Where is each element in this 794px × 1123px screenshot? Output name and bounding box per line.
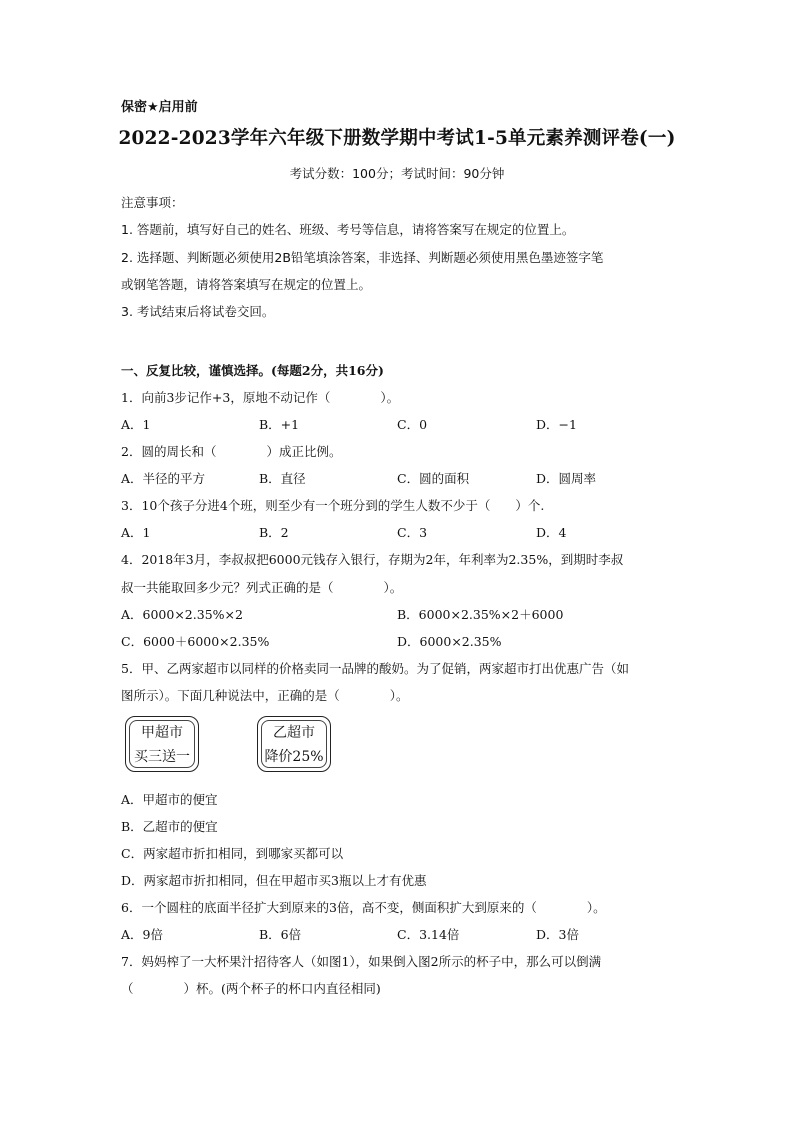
question-stem: 3．10个孩子分进4个班，则至少有一个班分到的学生人数不少于（ ）个.	[121, 498, 545, 513]
option-b: B．+1	[259, 417, 300, 432]
option-b: B．6000×2.35%×2＋6000	[397, 607, 564, 622]
note-item: 2. 选择题、判断题必须使用2B铅笔填涂答案，非选择、判断题必须使用黑色墨迹签字笔	[121, 250, 604, 265]
option-c: C．3.14倍	[397, 927, 460, 942]
question-stem-cont: 图所示）。下面几种说法中，正确的是（ ）。	[121, 688, 409, 703]
question-stem: 4．2018年3月，李叔叔把6000元钱存入银行，存期为2年，年利率为2.35%，到期时李叔	[121, 552, 624, 567]
option-c: C．两家超市折扣相同，到哪家买都可以	[121, 846, 344, 861]
option-d: D．3倍	[536, 927, 579, 942]
note-item: 3. 考试结束后将试卷交回。	[121, 304, 275, 319]
option-a: A．6000×2.35%×2	[121, 607, 243, 622]
option-d: D．两家超市折扣相同，但在甲超市买3瓶以上才有优惠	[121, 873, 427, 888]
ad-store-name: 乙超市	[273, 725, 315, 741]
option-a: A．1	[121, 417, 151, 432]
option-c: C．3	[397, 525, 428, 540]
ad-store-name: 甲超市	[141, 725, 183, 741]
option-c: C．圆的面积	[397, 471, 470, 486]
question-stem: 5．甲、乙两家超市以同样的价格卖同一品牌的酸奶。为了促销，两家超市打出优惠广告（如	[121, 661, 629, 676]
notes-heading: 注意事项：	[121, 195, 184, 210]
option-d: D．4	[536, 525, 567, 540]
note-item: 或钢笔答题，请将答案填写在规定的位置上。	[121, 277, 372, 292]
section-heading: 一、反复比较，谨慎选择。(每题2分，共16分)	[121, 363, 384, 378]
option-d: D．圆周率	[536, 471, 597, 486]
ad-sign-yi	[257, 716, 331, 772]
note-item: 1. 答题前，填写好自己的姓名、班级、考号等信息，请将答案写在规定的位置上。	[121, 222, 575, 237]
question-stem: 1．向前3步记作+3，原地不动记作（ ）。	[121, 390, 400, 405]
question-stem: 2．圆的周长和（ ）成正比例。	[121, 444, 342, 459]
question-stem-cont: 叔一共能取回多少元？列式正确的是（ ）。	[121, 580, 403, 595]
option-b: B．乙超市的便宜	[121, 819, 218, 834]
ad-sign-jia	[125, 716, 199, 772]
option-b: B．6倍	[259, 927, 302, 942]
question-stem-cont: （ ）杯。(两个杯子的杯口内直径相同)	[121, 981, 381, 996]
option-a: A．9倍	[121, 927, 163, 942]
option-c: C．0	[397, 417, 428, 432]
page-title: 2022-2023学年六年级下册数学期中考试1-5单元素养测评卷(一)	[118, 128, 676, 149]
option-a: A．1	[121, 525, 151, 540]
option-b: B．2	[259, 525, 289, 540]
option-b: B．直径	[259, 471, 306, 486]
option-d: D．6000×2.35%	[397, 634, 502, 649]
ad-offer: 降价25%	[264, 749, 324, 765]
question-stem: 7．妈妈榨了一大杯果汁招待客人（如图1），如果倒入图2所示的杯子中，那么可以倒满	[121, 954, 602, 969]
question-stem: 6．一个圆柱的底面半径扩大到原来的3倍，高不变，侧面积扩大到原来的（ ）。	[121, 900, 606, 915]
ad-offer: 买三送一	[134, 749, 190, 765]
option-a: A．甲超市的便宜	[121, 792, 218, 807]
option-c: C．6000＋6000×2.35%	[121, 634, 270, 649]
option-a: A．半径的平方	[121, 471, 206, 486]
option-d: D．−1	[536, 417, 577, 432]
exam-info: 考试分数：100分；考试时间：90分钟	[289, 166, 505, 181]
confidential-label: 保密★启用前	[121, 100, 198, 115]
